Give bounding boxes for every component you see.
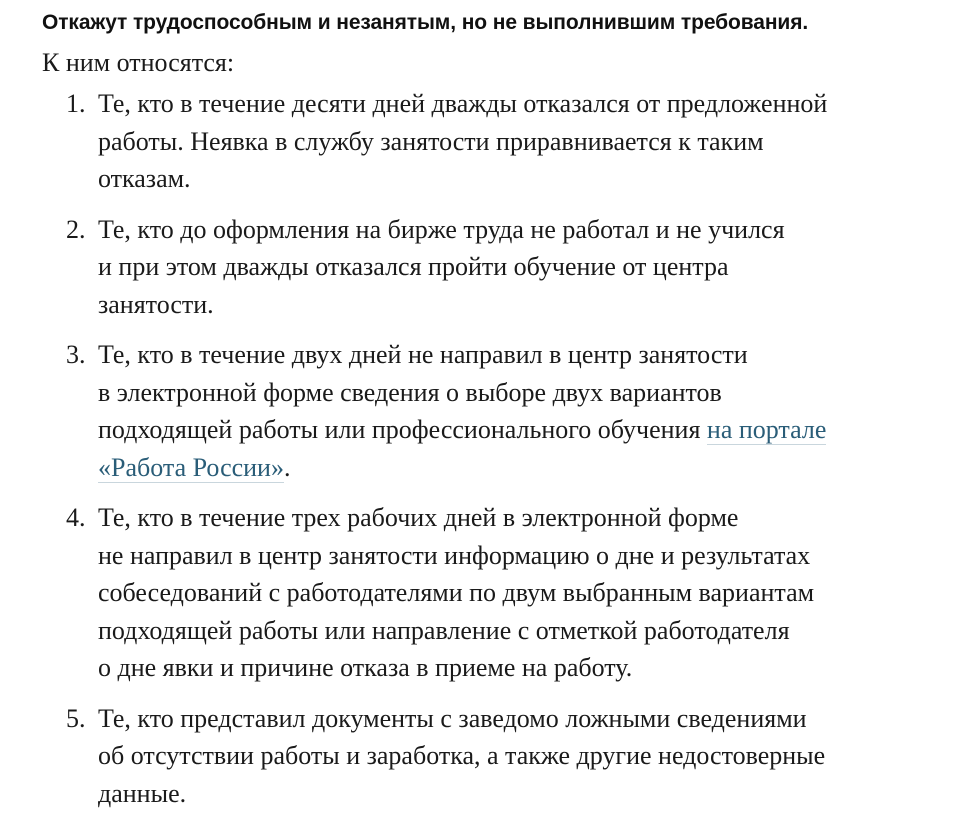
item-text-line: об отсутствии работы и заработка, а также другие недостоверные — [98, 741, 826, 770]
requirements-list — [42, 85, 942, 812]
item-text-line: Те, кто в течение двух дней не направил в центр занятости — [98, 340, 748, 369]
list-number: 5. — [66, 703, 86, 733]
section-heading: Откажут трудоспособным и незанятым, но не выполнившим требования. — [42, 11, 809, 34]
list-item — [42, 499, 942, 687]
list-number: 1. — [66, 89, 86, 118]
item-text-line: в электронной форме сведения о выборе двух вариантов — [98, 377, 722, 407]
list-number: 2. — [66, 214, 86, 244]
item-text-line: Те, кто представил документы с заведомо ложными сведениями — [98, 703, 807, 733]
list-number: 4. — [66, 503, 86, 532]
item-text-line: и при этом дважды отказался пройти обучение от центра — [98, 252, 729, 281]
item-text-line: о дне явки и причине отказа в приеме на работу. — [98, 653, 633, 682]
item-text-line: данные. — [98, 778, 187, 808]
item-text-line: отказам. — [98, 164, 191, 193]
list-item — [42, 85, 942, 198]
item-text-line: занятости. — [98, 289, 214, 319]
portal-link[interactable]: на портале — [706, 415, 827, 444]
list-number: 3. — [66, 340, 86, 369]
item-text-line: не направил в центр занятости информацию о дне и результатах — [98, 540, 811, 570]
item-text-line: работы. Неявка в службу занятости приравнивается к таким — [98, 126, 764, 156]
item-text-fragment: подходящей работы или профессионального обучения — [98, 415, 707, 444]
article — [42, 0, 942, 825]
item-text-line: Те, кто в течение трех рабочих дней в электронной форме — [98, 503, 739, 532]
list-item — [42, 700, 942, 813]
item-text-line: Те, кто до оформления на бирже труда не работал и не учился — [98, 214, 785, 244]
item-text-line: Те, кто в течение десяти дней дважды отказался от предложенной — [98, 89, 828, 118]
item-trailing-punctuation: . — [283, 452, 291, 482]
list-item — [42, 211, 942, 324]
item-text-line — [98, 449, 942, 487]
item-text-line — [98, 411, 942, 449]
item-text-line: собеседований с работодателями по двум выбранным вариантам — [98, 578, 815, 607]
intro-text: К ним относятся: — [42, 48, 235, 77]
list-item — [42, 336, 942, 486]
portal-link-continued[interactable]: «Работа России» — [98, 452, 284, 482]
item-text-line: подходящей работы или направление с отметкой работодателя — [98, 615, 790, 645]
